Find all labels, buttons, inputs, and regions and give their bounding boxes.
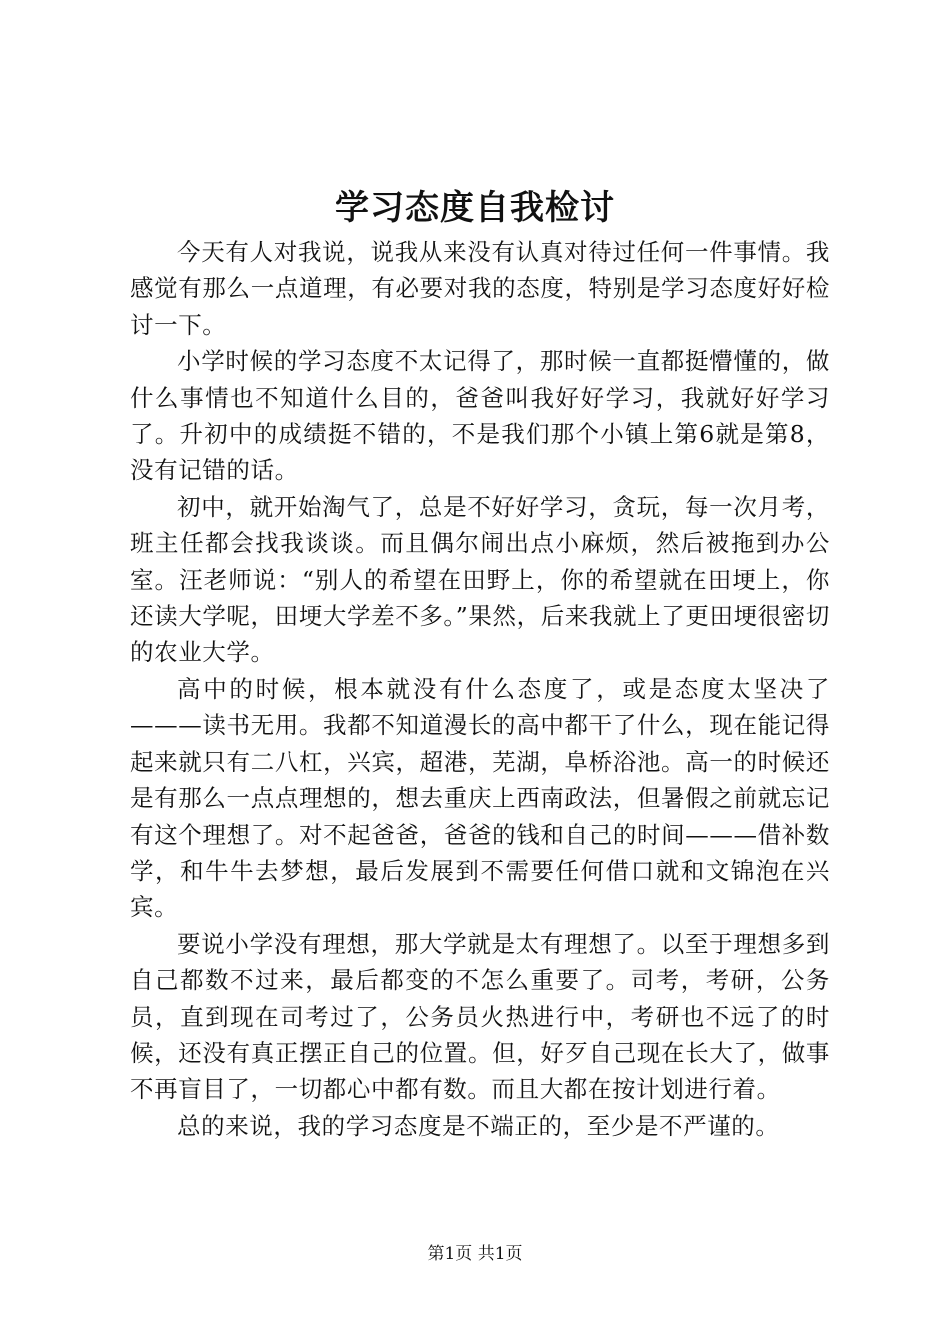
paragraph: 今天有人对我说，说我从来没有认真对待过任何一件事情。我感觉有那么一点道理，有必要对我的态度，特别是学习态度好好检讨一下。 <box>130 238 830 339</box>
paragraph: 小学时候的学习态度不太记得了，那时候一直都挺懵懂的，做什么事情也不知道什么目的，爸爸叫我好好学习，我就好好学习了。升初中的成绩挺不错的，不是我们那个小镇上第6就是第8，没有记错的话。 <box>130 347 830 485</box>
paragraph: 高中的时候，根本就没有什么态度了，或是态度太坚决了———读书无用。我都不知道漫长的高中都干了什么，现在能记得起来就只有二八杠，兴宾，超港，芜湖，阜桥浴池。高一的时候还是有那么一点点理想的，想去重庆上西南政法，但暑假之前就忘记有这个理想了。对不起爸爸，爸爸的钱和自己的时间———借补数学，和牛牛去梦想，最后发展到不需要任何借口就和文锦泡在兴宾。 <box>130 674 830 922</box>
paragraph: 初中，就开始淘气了，总是不好好学习，贪玩，每一次月考，班主任都会找我谈谈。而且偶尔闹出点小麻烦，然后被拖到办公室。汪老师说：“别人的希望在田野上，你的希望就在田埂上，你还读大学呢，田埂大学差不多。”果然，后来我就上了更田埂很密切的农业大学。 <box>130 492 830 667</box>
document-body <box>130 234 830 1144</box>
paragraph: 总的来说，我的学习态度是不端正的，至少是不严谨的。 <box>177 1111 780 1140</box>
paragraph: 要说小学没有理想，那大学就是太有理想了。以至于理想多到自己都数不过来，最后都变的不怎么重要了。司考，考研，公务员，直到现在司考过了，公务员火热进行中，考研也不远了的时候，还没有真正摆正自己的位置。但，好歹自己现在长大了，做事不再盲目了，一切都心中都有数。而且大都在按计划进行着。 <box>130 929 830 1104</box>
page-footer: 第1页 共1页 <box>427 1244 523 1264</box>
document-title: 学习态度自我检讨 <box>335 188 615 228</box>
